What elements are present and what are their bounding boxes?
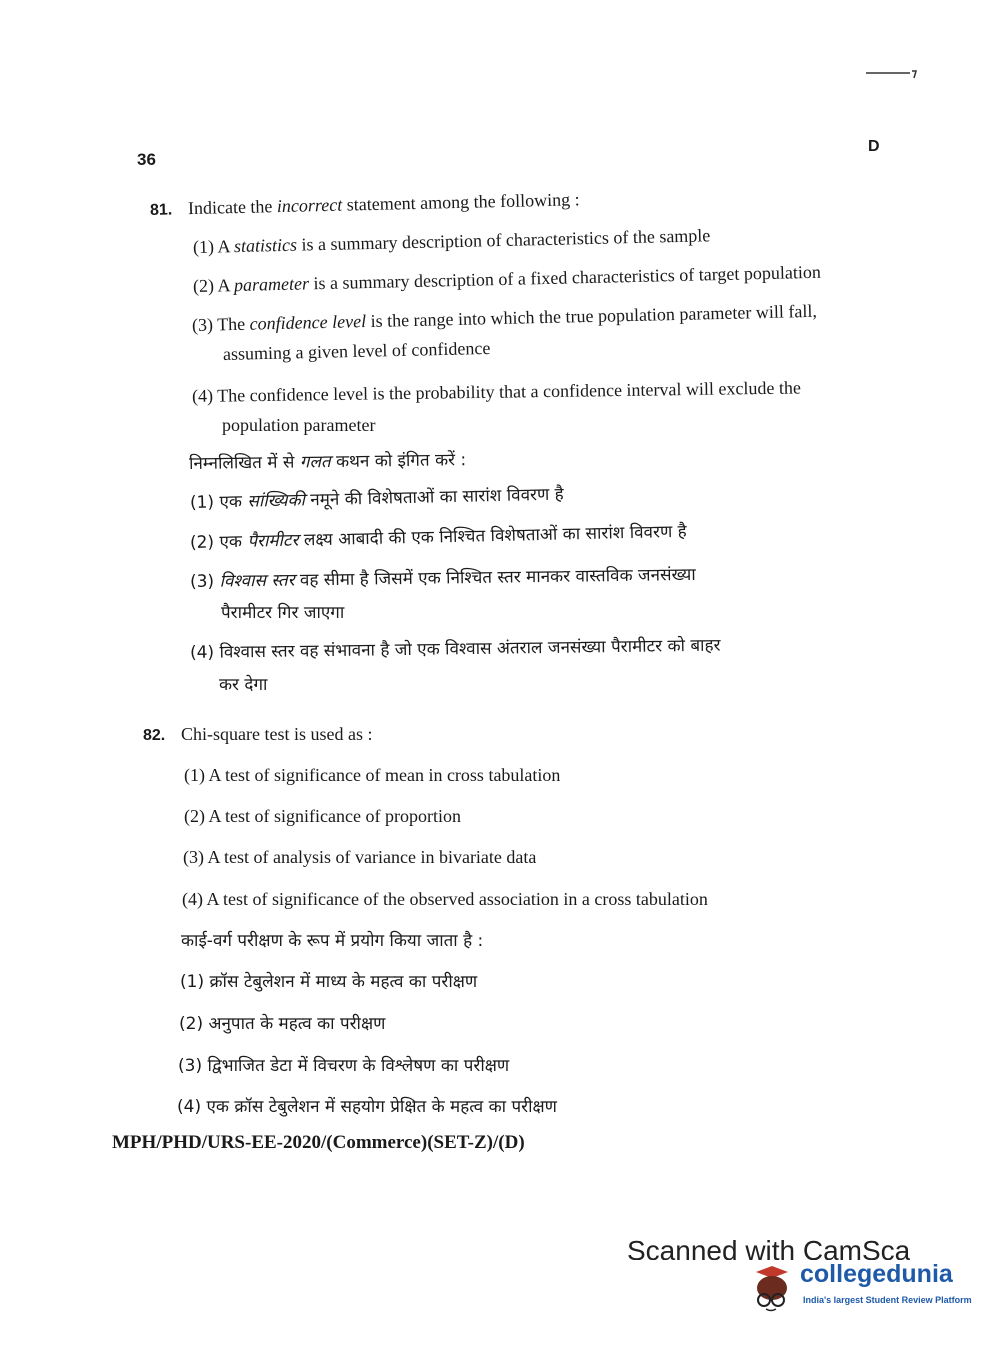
option-text: अनुपात के महत्व का परीक्षण [208, 1014, 386, 1034]
exam-code-footer: MPH/PHD/URS-EE-2020/(Commerce)(SET-Z)/(D) [112, 1132, 525, 1153]
option-number: (3) [191, 314, 214, 335]
q81-option-hi-3 [190, 564, 696, 593]
question-81-stem [150, 188, 580, 222]
option-text: The [216, 313, 250, 335]
q82-option-hi-4 [177, 1096, 557, 1118]
option-number: (3) [189, 571, 215, 592]
q82-option-hi-3 [178, 1055, 509, 1077]
option-number: (2) [189, 532, 215, 553]
option-number: (3) [183, 847, 204, 867]
option-text: is a summary description of a fixed characteristics of target population [308, 261, 822, 294]
q82-option-hi-2 [179, 1013, 385, 1035]
q81-option-en-4-cont: population parameter [222, 415, 376, 435]
q81-option-hi-3-cont: पैरामीटर गिर जाएगा [221, 603, 345, 623]
brand-name: collegedunia [800, 1260, 953, 1288]
option-number: (3) [178, 1056, 203, 1076]
option-text: लक्ष्य आबादी की एक निश्चित विशेषताओं का सारांश विवरण है [298, 521, 687, 551]
question-82-stem [143, 723, 372, 747]
q81-option-hi-4 [190, 635, 721, 664]
option-text: एक क्रॉस टेबुलेशन में सहयोग प्रेक्षित के महत्व का परीक्षण [206, 1097, 557, 1117]
q81-option-en-2 [193, 261, 821, 297]
option-text: एक [219, 531, 248, 553]
collegedunia-watermark [742, 1258, 972, 1318]
option-number: (1) [192, 236, 215, 257]
question-81-stem-hindi [189, 449, 466, 475]
option-number: (2) [184, 806, 205, 826]
stem-emphasis: incorrect [276, 194, 343, 217]
option-emphasis: statistics [233, 234, 298, 257]
option-text: is a summary description of characteristics of the sample [296, 225, 711, 255]
option-text: द्विभाजित डेटा में विचरण के विश्लेषण का परीक्षण [207, 1056, 510, 1076]
option-number: (2) [192, 275, 215, 296]
option-emphasis: विश्वास स्तर [219, 570, 295, 592]
q81-option-en-4 [192, 376, 801, 407]
stem-emphasis: गलत [299, 452, 331, 473]
option-emphasis: parameter [233, 273, 310, 296]
brand-tagline: India's largest Student Review Platform [803, 1295, 972, 1305]
q81-option-hi-4-cont: कर देगा [219, 675, 268, 695]
option-number: (1) [180, 972, 205, 992]
q82-option-hi-1 [180, 971, 477, 993]
option-number: (1) [184, 765, 205, 785]
stem-text: कथन को इंगित करें : [330, 450, 467, 473]
stem-text: Indicate the [187, 196, 278, 219]
option-text: A [217, 236, 235, 257]
question-number: 81. [149, 201, 173, 219]
option-text: क्रॉस टेबुलेशन में माध्य के महत्व का परीक्षण [209, 972, 478, 992]
option-number: (4) [177, 1097, 202, 1117]
scanner-watermark-text: Scanned with CamSca [627, 1235, 911, 1260]
set-letter: D [868, 138, 880, 155]
option-text: विश्वास स्तर वह संभावना है जो एक विश्वास अंतराल जनसंख्या पैरामीटर को बाहर [219, 635, 721, 663]
q81-option-en-1 [193, 224, 711, 258]
corner-scan-mark [866, 70, 918, 80]
option-number: (2) [179, 1014, 204, 1034]
question-82-stem-hindi: काई-वर्ग परीक्षण के रूप में प्रयोग किया जाता है : [181, 931, 484, 951]
option-number: (4) [189, 642, 215, 663]
option-text: The confidence level is the probability that a confidence interval will exclude the [217, 377, 802, 406]
stem-text: statement among the following : [341, 189, 580, 215]
option-number: (4) [191, 385, 214, 406]
student-mascot-icon [742, 1264, 798, 1314]
option-text: A test of significance of proportion [208, 806, 461, 826]
q81-option-hi-2 [190, 521, 687, 554]
q82-option-en-3 [183, 846, 536, 868]
option-text: एक [219, 491, 248, 513]
option-emphasis: सांख्यिकी [247, 490, 306, 512]
q81-option-en-3-cont: assuming a given level of confidence [222, 337, 491, 364]
q82-option-en-4 [182, 888, 708, 910]
q82-option-en-1 [184, 764, 560, 786]
option-text: is the range into which the true population parameter will fall, [365, 300, 818, 332]
option-text: A test of analysis of variance in bivariate data [207, 847, 537, 867]
option-text: A test of significance of the observed association in a cross tabulation [206, 889, 708, 909]
q82-option-en-2 [184, 805, 461, 827]
option-number: (4) [182, 889, 203, 909]
q81-option-hi-1 [190, 484, 564, 514]
option-text: वह सीमा है जिसमें एक निश्चित स्तर मानकर वास्तविक जनसंख्या [294, 564, 696, 591]
option-text: A test of significance of mean in cross tabulation [208, 765, 561, 785]
option-text: नमूने की विशेषताओं का सारांश विवरण है [304, 484, 564, 511]
option-text: A [217, 275, 235, 296]
q81-option-en-3 [192, 300, 817, 336]
option-emphasis: confidence level [249, 311, 367, 334]
stem-text: निम्नलिखित में से [188, 452, 300, 474]
page-number: 36 [137, 150, 156, 169]
option-number: (1) [189, 492, 215, 513]
question-number: 82. [143, 727, 166, 744]
option-emphasis: पैरामीटर [247, 530, 299, 552]
stem-text: Chi-square test is used as : [181, 724, 373, 744]
